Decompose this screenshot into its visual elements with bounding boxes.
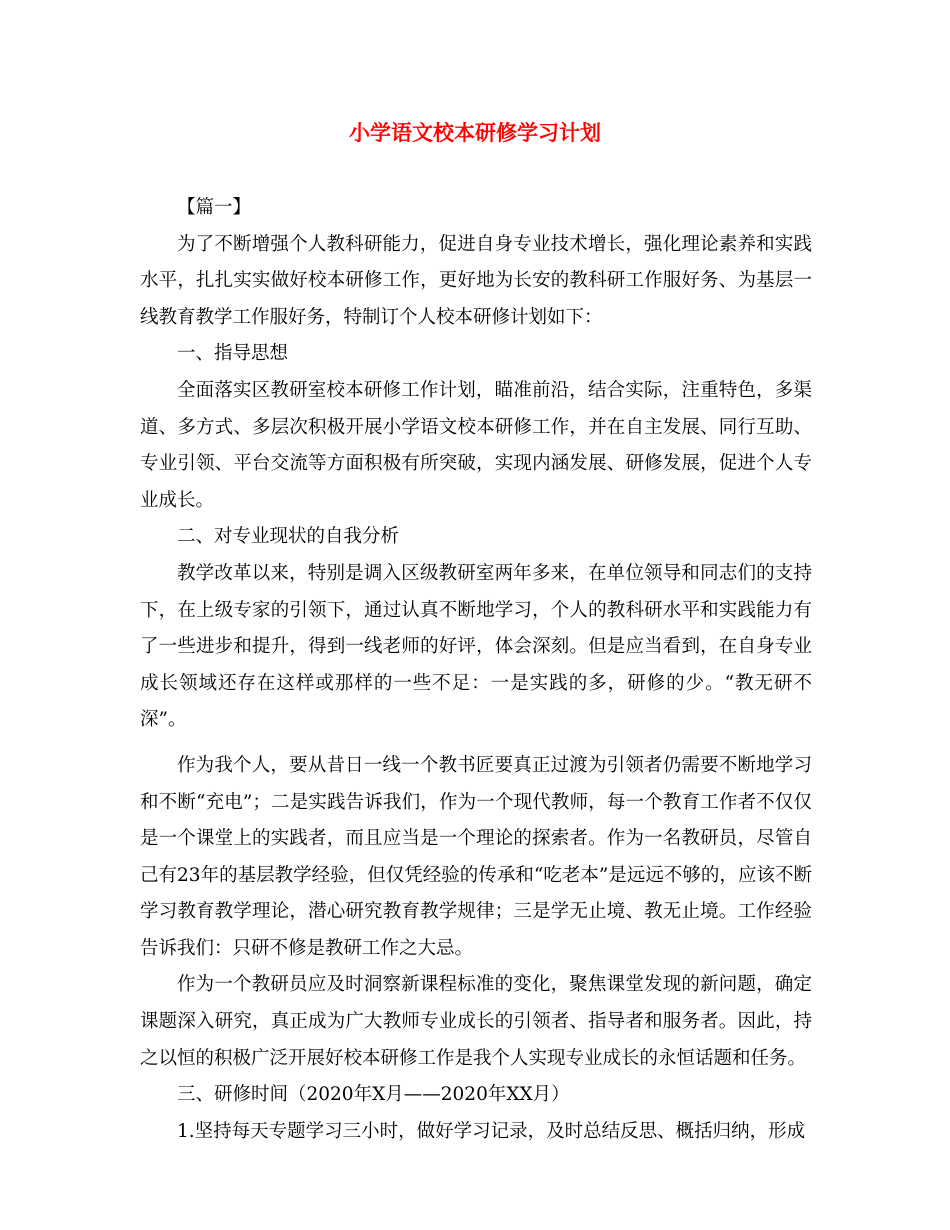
study-time-item-1: 1.坚持每天专题学习三小时，做好学习记录，及时总结反思、概括归纳，形成 <box>177 1120 806 1142</box>
guiding-thought-paragraph: 全面落实区教研室校本研修工作计划，瞄准前沿，结合实际，注重特色，多渠道、多方式、多层次积极开展小学语文校本研修工作，并在自主发展、同行互助、专业引领、平台交流等方面积极有所突破，实现内涵发展、研修发展，促进个人专业成长。 <box>140 379 812 511</box>
intro-paragraph: 为了不断增强个人教科研能力，促进自身专业技术增长，强化理论素养和实践水平，扎扎实实做好校本研修工作，更好地为长安的教科研工作服好务、为基层一线教育教学工作服好务，特制订个人校本研修计划如下： <box>140 233 812 328</box>
section-heading-self-analysis: 二、对专业现状的自我分析 <box>177 526 400 548</box>
self-analysis-paragraph-2: 作为我个人，要从昔日一线一个教书匠要真正过渡为引领者仍需要不断地学习和不断“充电”；二是实践告诉我们，作为一个现代教师，每一个教育工作者不仅仅是一个课堂上的实践者，而且应当是一个理论的探索者。作为一名教研员，尽管自己有23年的基层教学经验，但仅凭经验的传承和“吃老本”是远远不够的，应该不断学习教育教学理论，潜心研究教育教学规律；三是学无止境、教无止境。工作经验告诉我们：只研不修是教研工作之大忌。 <box>140 754 812 959</box>
part-label: 【篇一】 <box>177 197 252 218</box>
section-heading-study-time: 三、研修时间（2020年X月——2020年XX月） <box>177 1084 570 1106</box>
self-analysis-paragraph: 教学改革以来，特别是调入区级教研室两年多来，在单位领导和同志们的支持下，在上级专家的引领下，通过认真不断地学习，个人的教科研水平和实践能力有了一些进步和提升，得到一线老师的好评，体会深刻。但是应当看到，在自身专业成长领域还存在这样或那样的一些不足：一是实践的多，研修的少。“教无研不深”。 <box>140 562 812 731</box>
document-body <box>140 190 812 1150</box>
self-analysis-paragraph-3: 作为一个教研员应及时洞察新课程标准的变化，聚焦课堂发现的新问题，确定课题深入研究，真正成为广大教师专业成长的引领者、指导者和服务者。因此，持之以恒的积极广泛开展好校本研修工作是我个人实现专业成长的永恒话题和任务。 <box>140 974 812 1069</box>
section-heading-guiding-thought: 一、指导思想 <box>177 343 289 365</box>
document-title: 小学语文校本研修学习计划 <box>349 120 601 145</box>
